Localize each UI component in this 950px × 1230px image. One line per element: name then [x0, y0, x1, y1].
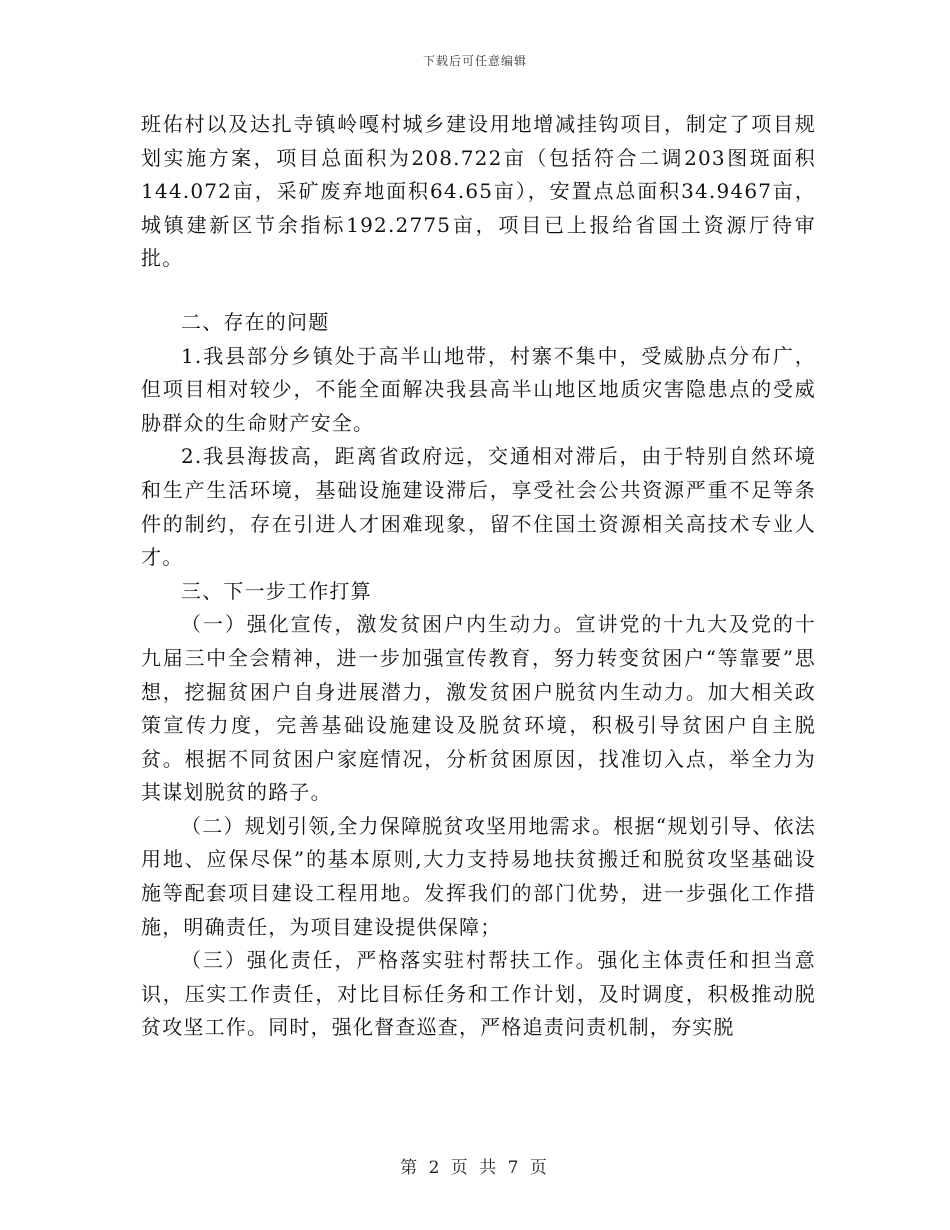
page-header-note: 下载后可任意编辑 — [422, 54, 527, 68]
paragraph-next-step-2: （二）规划引领,全力保障脱贫攻坚用地需求。根据“规划引导、依法用地、应保尽保”的基本原则,大力支持易地扶贫搬迁和脱贫攻坚基础设施等配套项目建设工程用地。发挥我们的部门优势，进一步强化工作措施，明确责任，为项目建设提供保障； — [141, 813, 816, 939]
paragraph-gap — [141, 276, 816, 306]
paragraph-next-step-3: （三）强化责任，严格落实驻村帮扶工作。强化主体责任和担当意识，压实工作责任，对比目标任务和工作计划，及时调度，积极推动脱贫攻坚工作。同时，强化督查巡查，严格追责问责机制，夯实脱 — [141, 948, 816, 1040]
document-body — [141, 108, 816, 1045]
page-number: 第 2 页 共 7 页 — [400, 1158, 550, 1178]
paragraph-problem-2: 2.我县海拔高，距离省政府远，交通相对滞后，由于特别自然环境和生产生活环境，基础设施建设滞后，享受社会公共资源严重不足等条件的制约，存在引进人才困难现象，留不住国土资源相关高技术专业人才。 — [141, 444, 816, 570]
paragraph-next-step-1: （一）强化宣传，激发贫困户内生动力。宣讲党的十九大及党的十九届三中全会精神，进一步加强宣传教育，努力转变贫困户“等靠要”思想，挖掘贫困户自身进展潜力，激发贫困户脱贫内生动力。加大相关政策宣传力度，完善基础设施建设及脱贫环境，积极引导贫困户自主脱贫。根据不同贫困户家庭情况，分析贫困原因，找准切入点，举全力为其谋划脱贫的路子。 — [141, 612, 816, 805]
section-heading-next-steps: 三、下一步工作打算 — [181, 578, 372, 603]
paragraph-problem-1: 1.我县部分乡镇处于高半山地带，村寨不集中，受威胁点分布广，但项目相对较少，不能全面解决我县高半山地区地质灾害隐患点的受威胁群众的生命财产安全。 — [141, 343, 816, 435]
paragraph-project-summary: 班佑村以及达扎寺镇岭嘎村城乡建设用地增减挂钩项目，制定了项目规划实施方案，项目总面积为208.722亩（包括符合二调203图斑面积144.072亩，采矿废弃地面积64.65亩），安置点总面积34.9467亩，城镇建新区节余指标192.2775亩，项目已上报给省国土资源厅待审批。 — [141, 112, 816, 271]
section-heading-problems: 二、存在的问题 — [181, 309, 330, 334]
